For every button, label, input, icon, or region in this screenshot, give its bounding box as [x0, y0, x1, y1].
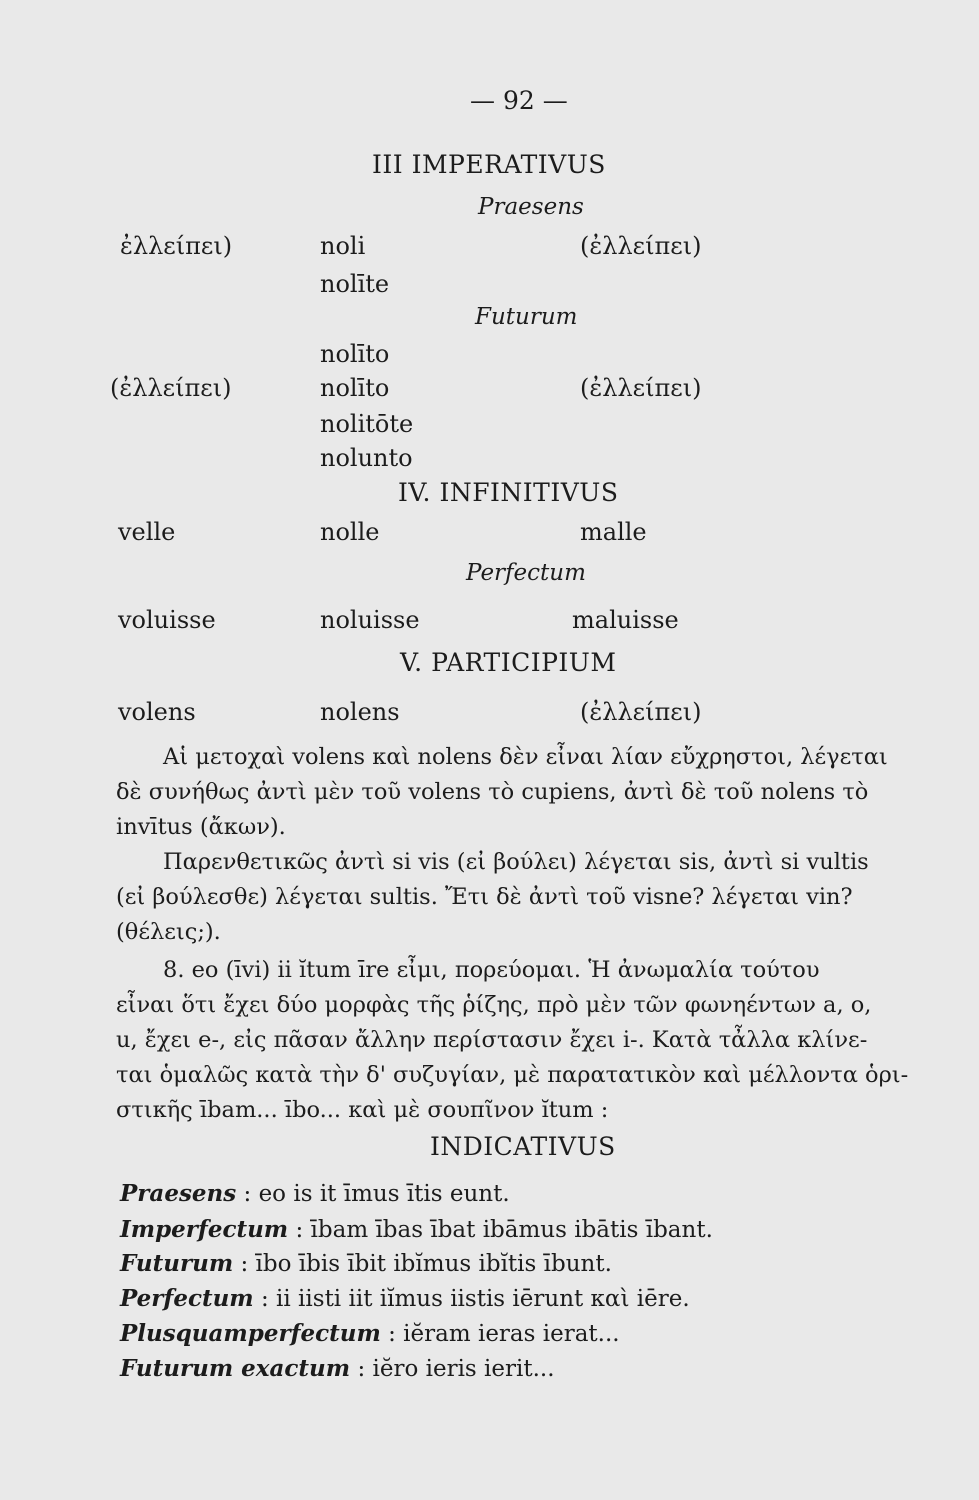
paragraph-line: στικῆς ībam... ībo... καὶ μὲ σουπῖνον ĭtum : [116, 1097, 609, 1123]
futurum-col3: (ἐλλείπει) [580, 374, 702, 402]
praesens-col3: (ἐλλείπει) [580, 232, 702, 260]
praesens-label: Praesens [478, 194, 584, 220]
infinitivus-heading: IV. INFINITIVUS [398, 478, 619, 507]
part-col3: (ἐλλείπει) [580, 698, 702, 726]
tense-label: Imperfectum [120, 1216, 289, 1243]
paragraph-line: (εἰ βούλεσθε) λέγεται sultis. Ἔτι δὲ ἀντὶ τοῦ visne? λέγεται vin? [116, 884, 853, 910]
tense-label: Futurum [120, 1250, 234, 1277]
tense-forms: : ībam ības ībat ibāmus ibātis ībant. [295, 1217, 713, 1243]
page-number: — 92 — [470, 86, 568, 115]
paragraph-line: δὲ συνήθως ἀντὶ μὲν τοῦ volens τὸ cupiens, ἀντὶ δὲ τοῦ nolens τὸ [116, 779, 869, 805]
indicativus-row [120, 1250, 612, 1277]
inf-maluisse: maluisse [572, 606, 679, 634]
paragraph-parenthetical [116, 845, 948, 950]
paragraph-line: 8. eo (īvi) ii ĭtum īre εἶμι, πορεύομαι. Ἡ ἀνωμαλία τούτου [163, 957, 820, 983]
tense-forms: : iĕram ieras ierat... [388, 1321, 620, 1347]
perfectum-label: Perfectum [466, 560, 586, 586]
tense-label: Praesens [120, 1180, 237, 1207]
participium-heading: V. PARTICIPIUM [400, 648, 617, 677]
futurum-nolito-2: nolīto [320, 374, 390, 402]
indicativus-row [120, 1216, 713, 1243]
indicativus-row [120, 1285, 690, 1312]
futurum-nolitote: nolitōte [320, 410, 414, 438]
indicativus-row [120, 1180, 510, 1207]
tense-forms: : eo is it īmus ītis eunt. [243, 1181, 510, 1207]
paragraph-participles [116, 740, 948, 845]
praesens-noli: noli [320, 232, 366, 260]
paragraph-line: invītus (ἄκων). [116, 814, 286, 840]
tense-forms: : iĕro ieris ierit... [357, 1356, 555, 1382]
part-nolens: nolens [320, 698, 400, 726]
inf-velle: velle [118, 518, 176, 546]
paragraph-line: Αἱ μετοχαὶ volens καὶ nolens δὲν εἶναι λίαν εὔχρηστοι, λέγεται [163, 744, 888, 770]
paragraph-eo [116, 953, 948, 1128]
tense-label: Plusquamperfectum [120, 1320, 381, 1347]
futurum-label: Futurum [475, 304, 578, 330]
indicativus-heading: INDICATIVUS [430, 1132, 616, 1161]
paragraph-line: ται ὁμαλῶς κατὰ τὴν δ' συζυγίαν, μὲ παρατατικὸν καὶ μέλλοντα ὁρι- [116, 1062, 909, 1088]
inf-malle: malle [580, 518, 647, 546]
paragraph-line: u, ἔχει e-, εἰς πᾶσαν ἄλλην περίστασιν ἔχει i-. Κατὰ τἆλλα κλίνε- [116, 1027, 868, 1053]
indicativus-row [120, 1320, 620, 1347]
paragraph-line: (θέλεις;). [116, 919, 221, 945]
paragraph-line: Παρενθετικῶς ἀντὶ si vis (εἰ βούλει) λέγεται sis, ἀντὶ si vultis [163, 849, 869, 875]
tense-label: Perfectum [120, 1285, 254, 1312]
tense-forms: : ii iisti iit iĭmus iistis iērunt καὶ iēre. [260, 1286, 690, 1312]
inf-noluisse: noluisse [320, 606, 420, 634]
praesens-col1: ἐλλείπει) [120, 232, 233, 260]
tense-forms: : ībo ībis ībit ibĭmus ibĭtis ībunt. [240, 1251, 612, 1277]
inf-voluisse: voluisse [118, 606, 216, 634]
praesens-nolite: nolīte [320, 270, 390, 298]
paragraph-line: εἶναι ὅτι ἔχει δύο μορφὰς τῆς ῥίζης, πρὸ μὲν τῶν φωνηέντων a, o, [116, 992, 872, 1018]
futurum-col1: (ἐλλείπει) [110, 374, 232, 402]
futurum-nolunto: nolunto [320, 444, 413, 472]
imperativus-heading: III IMPERATIVUS [372, 150, 606, 179]
futurum-nolito-1: nolīto [320, 340, 390, 368]
inf-nolle: nolle [320, 518, 380, 546]
tense-label: Futurum exactum [120, 1355, 351, 1382]
indicativus-row [120, 1355, 555, 1382]
part-volens: volens [118, 698, 196, 726]
